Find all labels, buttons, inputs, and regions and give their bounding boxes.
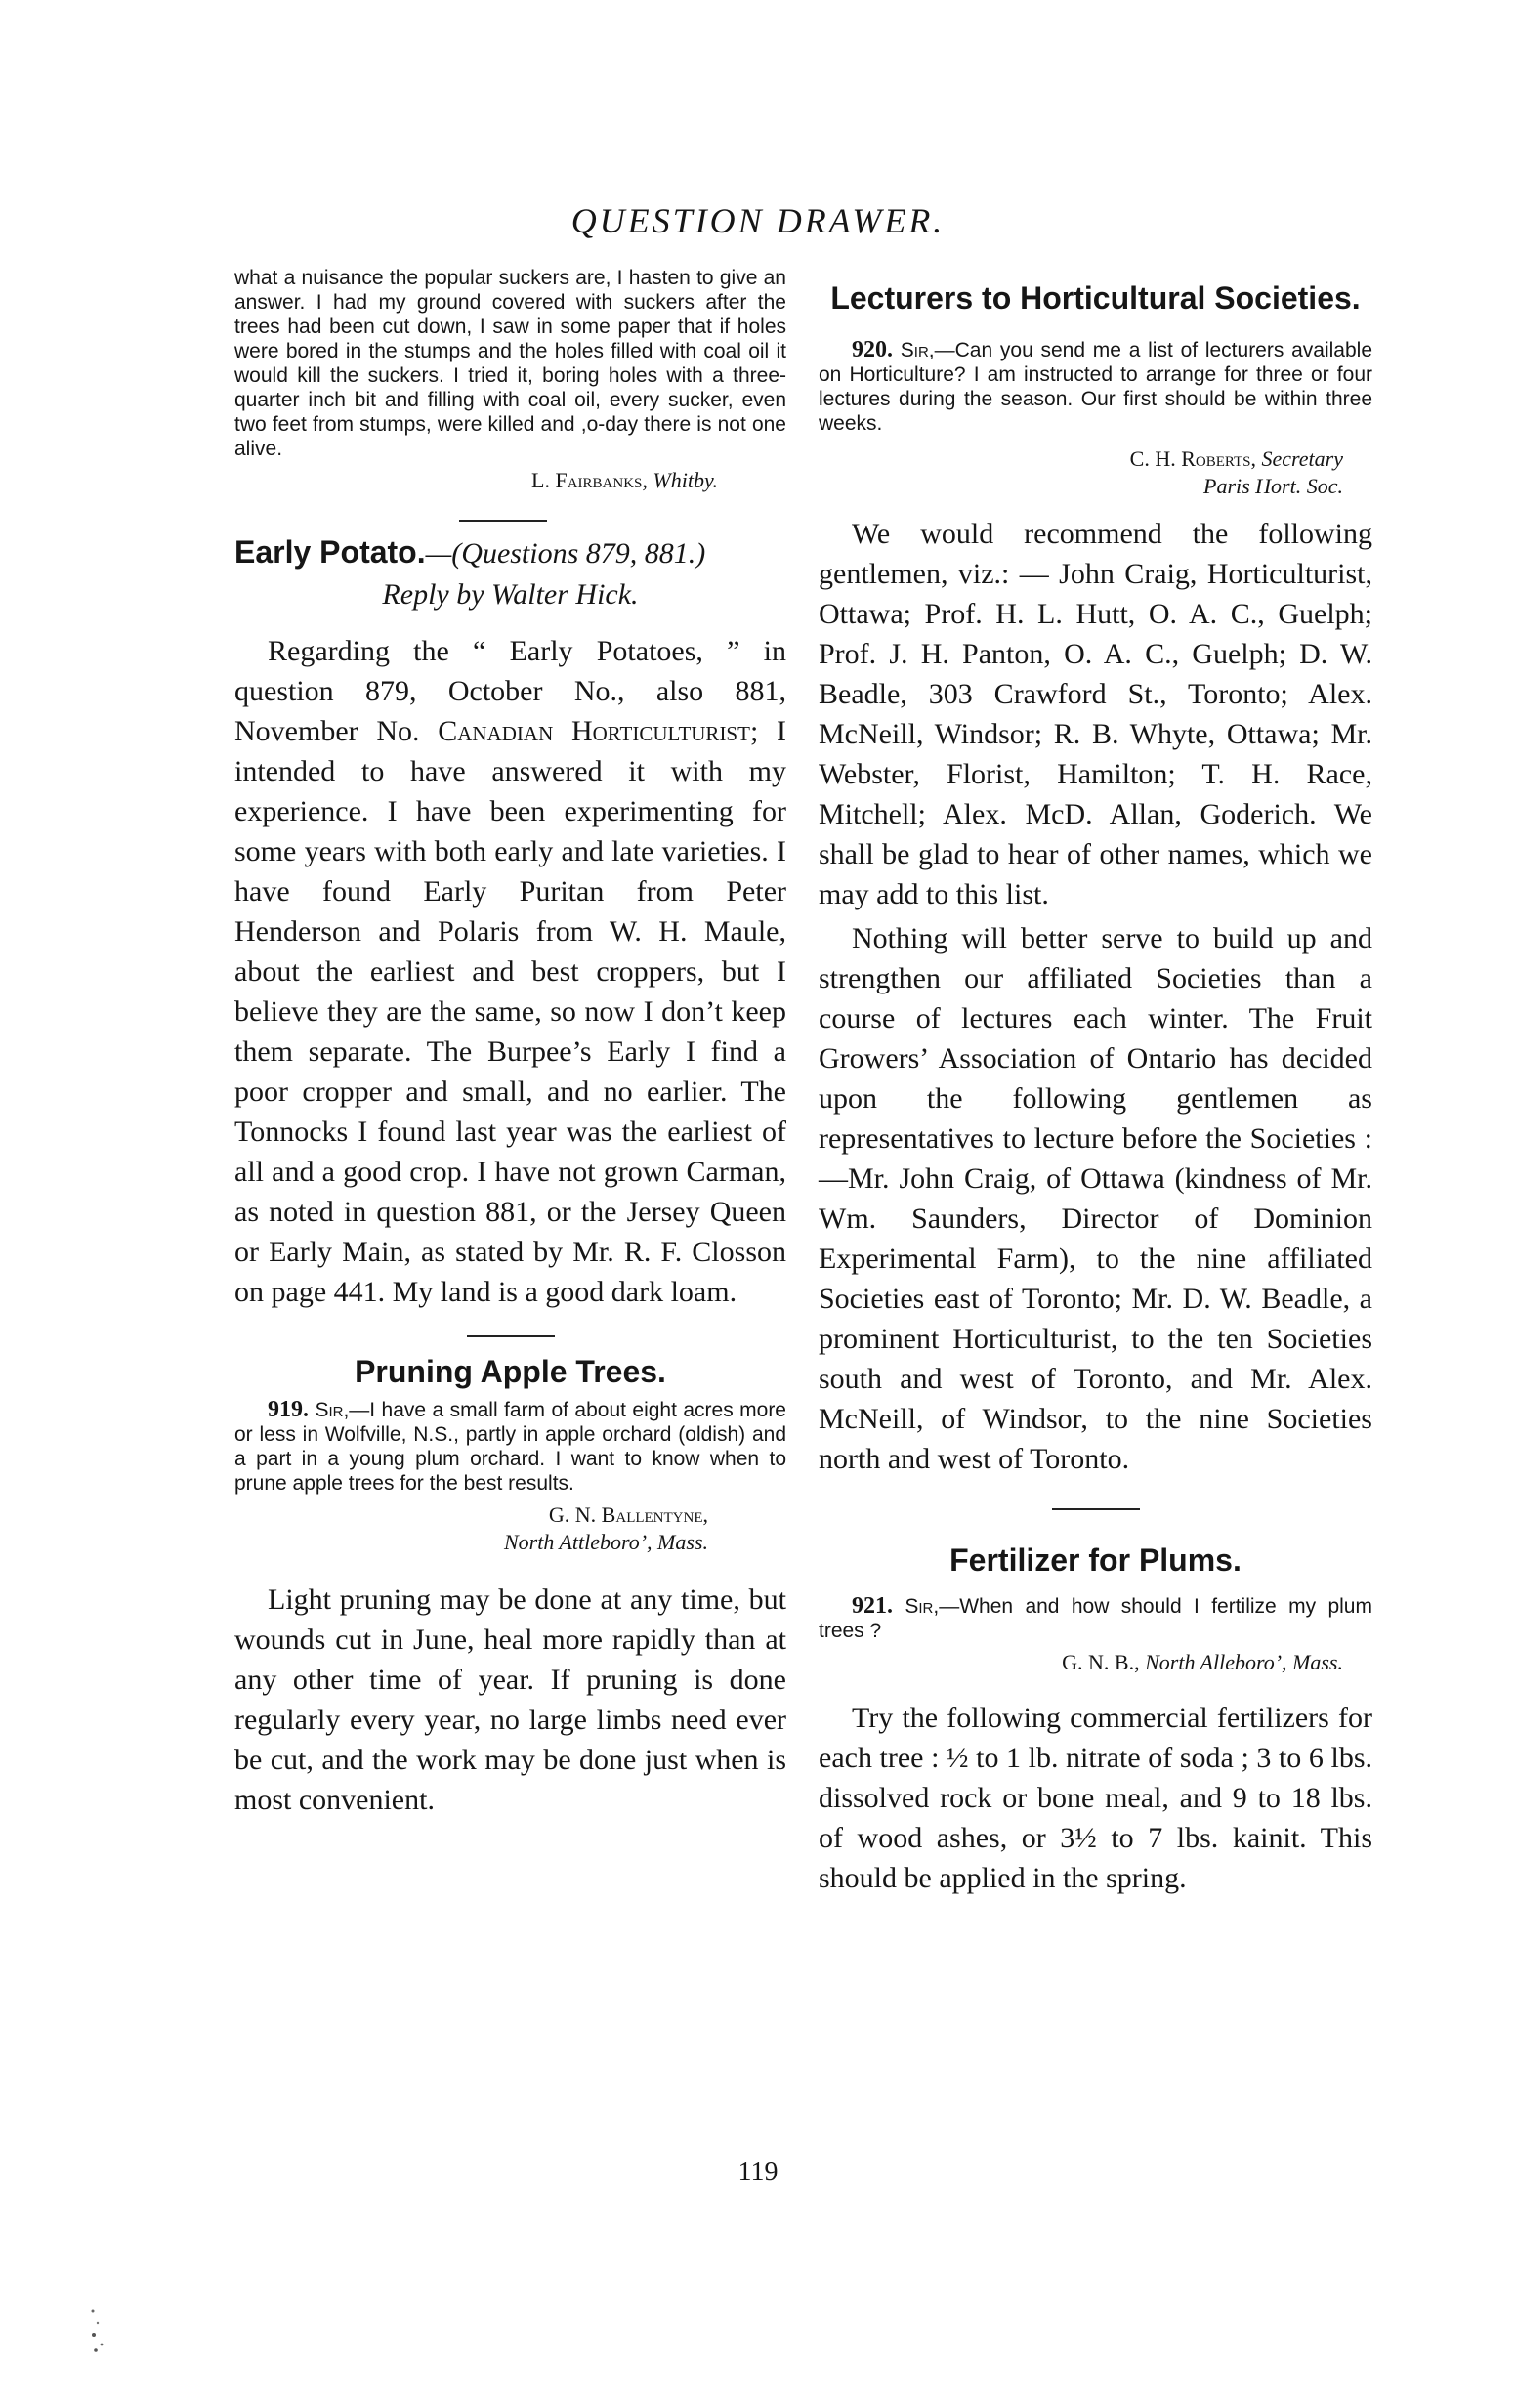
scan-specks bbox=[88, 2305, 117, 2359]
signature-role: Secretary bbox=[1261, 446, 1343, 471]
fertilizer-signature bbox=[819, 1649, 1343, 1676]
section-divider bbox=[1052, 1508, 1140, 1510]
lecturers-answer-2: Nothing will better serve to build up and strengthen our affiliated Societies than a course of lectures each winter. The Fruit Growers’ Association of Ontario has decided upon the following gentlemen as representatives to lecture before the Societies :—Mr. John Craig, of Ottawa (kindness of Mr. Wm. Saunders, Director of Dominion Experimental Farm), to the nine affiliated Societies east of Toronto; Mr. D. W. Beadle, a prominent Horticulturist, to the ten Societies south and west of Toronto, and Mr. Alex. McNeill, of Windsor, to the nine Societies north and west of Toronto. bbox=[819, 922, 1372, 1475]
salutation: Sir, bbox=[905, 1595, 940, 1618]
right-column bbox=[819, 266, 1372, 1898]
early-potato-title: Early Potato. bbox=[234, 534, 426, 570]
fertilizer-answer: Try the following commercial fertilizers for each tree : ½ to 1 lb. nitrate of soda ; 3 to 6 lbs. dissolved rock or bone meal, and 9 to 18 lbs. of wood ashes, or 3½ to 7 lbs. kainit. This should be applied in the spring. bbox=[819, 1702, 1372, 1894]
early-potato-byline: Reply by Walter Hick. bbox=[382, 578, 639, 611]
signature-name: G. N. B., bbox=[1062, 1650, 1140, 1674]
early-potato-body bbox=[234, 631, 786, 1312]
signature-place: North Attleboro’, Mass. bbox=[503, 1530, 708, 1554]
lecturers-question-text: —Can you send me a list of lecturers available on Horticulture? I am instructed to arrange for three or four lectures during the season. Our first should be within three weeks. bbox=[819, 339, 1372, 435]
fertilizer-title: Fertilizer for Plums. bbox=[949, 1542, 1242, 1578]
pruning-title: Pruning Apple Trees. bbox=[355, 1354, 666, 1389]
salutation: Sir, bbox=[900, 339, 935, 361]
fertilizer-question bbox=[819, 1594, 1372, 1643]
section-divider bbox=[467, 1335, 555, 1337]
running-head: QUESTION DRAWER. bbox=[570, 201, 946, 240]
signature-name: C. H. Roberts, bbox=[1129, 446, 1257, 471]
pruning-question bbox=[234, 1398, 786, 1496]
early-potato-heading bbox=[234, 531, 786, 574]
signature-place: North Alleboro’, Mass. bbox=[1145, 1650, 1343, 1674]
early-potato-ref: —(Questions 879, 881.) bbox=[425, 537, 706, 570]
question-number: 919. bbox=[268, 1397, 309, 1422]
lecturers-signature bbox=[819, 445, 1343, 500]
early-potato-lead: Regarding the “ Early Potatoes, ” in question 879, October No., also 881, November No. bbox=[234, 635, 786, 747]
signature-name: L. Fairbanks, bbox=[531, 468, 648, 492]
pruning-answer: Light pruning may be done at any time, but wounds cut in June, heal more rapidly than at any other time of year. If pruning is done regularly every year, no large limbs need ever be cut, and the work may be done just when is most convenient. bbox=[234, 1584, 786, 1816]
left-column bbox=[234, 266, 786, 1820]
salutation: Sir, bbox=[315, 1399, 350, 1421]
lecturers-answer-1: We would recommend the following gentlemen, viz.: — John Craig, Horticulturist, Ottawa; Prof. H. L. Hutt, O. A. C., Guelph; Prof. J. H. Panton, O. A. C., Guelph; D. W. Beadle, 303 Crawford St., Toronto; Alex. McNeill, Windsor; R. B. Whyte, Ottawa; Mr. Webster, Florist, Hamilton; T. H. Race, Mitchell; Alex. McD. Allan, Goderich. We shall be glad to hear of other names, which we may add to this list. bbox=[819, 518, 1372, 910]
signature-place: Whitby. bbox=[653, 468, 718, 492]
journal-name: Canadian Horticulturist bbox=[438, 715, 750, 747]
lecturers-title: Lecturers to Horticultural Societies. bbox=[830, 280, 1361, 316]
question-number: 921. bbox=[852, 1593, 893, 1619]
signature-org: Paris Hort. Soc. bbox=[1203, 474, 1343, 498]
signature-name: G. N. Ballentyne, bbox=[548, 1502, 708, 1527]
early-potato-rest: ; I intended to have answered it with my experience. I have been experimenting for some years with both early and late varieties. I have found Early Puritan from Peter Henderson and Polaris from W. H. Maule, about the earliest and best croppers, but I believe they are the same, so now I don’t keep them separate. The Burpee’s Early I find a poor cropper and small, and no earlier. The Tonnocks I found last year was the earliest of all and a good crop. I have not grown Carman, as noted in question 881, or the Jersey Queen or Early Main, as stated by Mr. R. F. Closson on page 441. My land is a good dark loam. bbox=[234, 715, 787, 1308]
pruning-question-text: —I have a small farm of about eight acres more or less in Wolfville, N.S., partly in apple orchard (oldish) and a part in a young plum orchard. I want to know when to prune apple trees for the best results. bbox=[234, 1399, 786, 1495]
question-number: 920. bbox=[852, 337, 893, 362]
pruning-signature bbox=[234, 1501, 708, 1556]
page-number: 119 bbox=[737, 2157, 779, 2187]
lecturers-question bbox=[819, 338, 1372, 436]
section-divider bbox=[459, 520, 547, 522]
continuation-text: what a nuisance the popular suckers are, I hasten to give an answer. I had my ground covered with suckers after the trees had been cut down, I saw in some paper that if holes were bored in the stumps and the holes filled with coal oil it would kill the suckers. I tried it, boring holes with a three-quarter inch bit and filling with coal oil, every sucker, even two feet from stumps, were killed and ,o-day there is not one alive. bbox=[234, 267, 786, 460]
scan-speck-mark bbox=[88, 2305, 117, 2354]
fertilizer-question-text: —When and how should I fertilize my plum trees ? bbox=[819, 1595, 1372, 1642]
continuation-signature bbox=[234, 467, 718, 494]
